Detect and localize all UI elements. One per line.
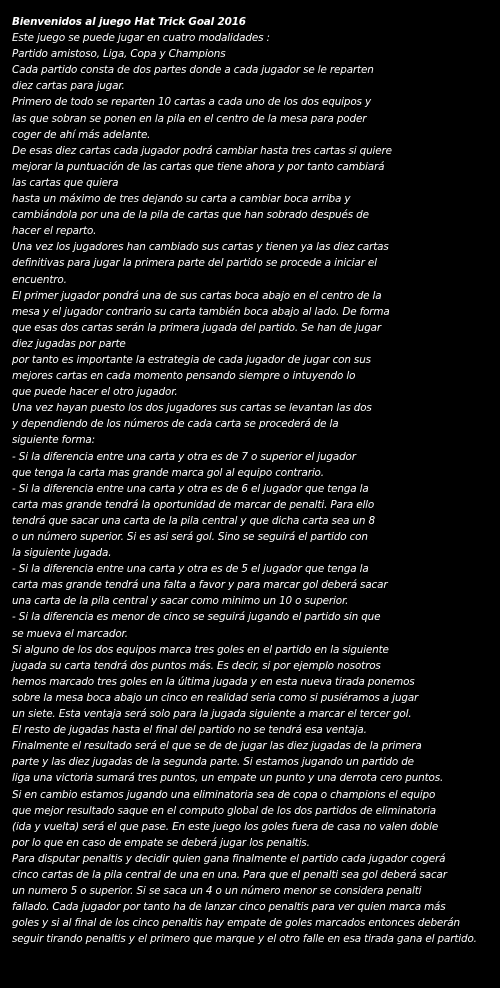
rules-line: - Si la diferencia entre una carta y otra es de 5 el jugador que tenga la: [12, 563, 369, 576]
rules-line: la siguiente jugada.: [12, 547, 112, 560]
rules-line: Cada partido consta de dos partes donde a cada jugador se le reparten: [12, 64, 374, 77]
rules-line: un siete. Esta ventaja será solo para la jugada siguiente a marcar el tercer gol.: [12, 708, 412, 721]
rules-line: seguir tirando penaltis y el primero que marque y el otro falle en esa tirada gana el partido.: [12, 933, 477, 946]
rules-line: Si alguno de los dos equipos marca tres goles en el partido en la siguiente: [12, 643, 389, 656]
rules-line: que esas dos cartas serán la primera jugada del partido. Se han de jugar: [12, 321, 382, 334]
rules-title: Bienvenidos al juego Hat Trick Goal 2016: [12, 16, 246, 28]
rules-line: hacer el reparto.: [12, 225, 97, 238]
rules-line: diez jugadas por parte: [12, 337, 126, 350]
rules-line: coger de ahí más adelante.: [12, 128, 151, 141]
rules-line: - Si la diferencia es menor de cinco se seguirá jugando el partido sin que: [12, 611, 381, 624]
rules-line: El resto de jugadas hasta el final del partido no se tendrá esa ventaja.: [12, 724, 367, 737]
rules-line: Una vez los jugadores han cambiado sus cartas y tienen ya las diez cartas: [12, 241, 389, 254]
rules-line: (ida y vuelta) será el que pase. En este juego los goles fuera de casa no valen doble: [12, 820, 439, 833]
rules-line: encuentro.: [12, 273, 67, 286]
rules-line: por tanto es importante la estrategia de cada jugador de jugar con sus: [12, 353, 371, 366]
rules-line: que puede hacer el otro jugador.: [12, 386, 178, 399]
rules-line: sobre la mesa boca abajo un cinco en realidad seria como si pusiéramos a jugar: [12, 691, 419, 704]
rules-line: De esas diez cartas cada jugador podrá cambiar hasta tres cartas si quiere: [12, 144, 392, 157]
rules-line: cinco cartas de la pila central de una en una. Para que el penalti sea gol deberá sacar: [12, 868, 447, 881]
rules-line: mesa y el jugador contrario su carta también boca abajo al lado. De forma: [12, 305, 390, 318]
rules-line: se mueva el marcador.: [12, 627, 128, 640]
rules-line: Para disputar penaltis y decidir quien gana finalmente el partido cada jugador cogerá: [12, 852, 446, 865]
rules-line: tendrá que sacar una carta de la pila central y que dicha carta sea un 8: [12, 514, 375, 527]
rules-line: cambiándola por una de la pila de cartas que han sobrado después de: [12, 209, 369, 222]
rules-line: Una vez hayan puesto los dos jugadores sus cartas se levantan las dos: [12, 402, 372, 415]
rules-line: que mejor resultado saque en el computo global de los dos partidos de eliminatoria: [12, 804, 436, 817]
rules-line: mejorar la puntuación de las cartas que tiene ahora y por tanto cambiará: [12, 160, 385, 173]
rules-line: siguiente forma:: [12, 434, 95, 447]
rules-line: - Si la diferencia entre una carta y otra es de 7 o superior el jugador: [12, 450, 356, 463]
rules-line: hasta un máximo de tres dejando su carta a cambiar boca arriba y: [12, 193, 351, 206]
rules-line: mejores cartas en cada momento pensando siempre o intuyendo lo: [12, 370, 356, 383]
rules-line: jugada su carta tendrá dos puntos más. Es decir, si por ejemplo nosotros: [12, 659, 381, 672]
rules-line: carta mas grande tendrá una falta a favor y para marcar gol deberá sacar: [12, 579, 388, 592]
rules-line: parte y las diez jugadas de la segunda parte. Si estamos jugando un partido de: [12, 756, 414, 769]
rules-line: Partido amistoso, Liga, Copa y Champions: [12, 48, 226, 61]
rules-line: hemos marcado tres goles en la última jugada y en esta nueva tirada ponemos: [12, 675, 415, 688]
rules-line: una carta de la pila central y sacar como minimo un 10 o superior.: [12, 595, 349, 608]
rules-line: por lo que en caso de empate se deberá jugar los penaltis.: [12, 836, 310, 849]
rules-line: o un número superior. Si es asi será gol. Sino se seguirá el partido con: [12, 531, 368, 543]
rules-line: Si en cambio estamos jugando una eliminatoria sea de copa o champions el equipo: [12, 788, 436, 801]
rules-line: que tenga la carta mas grande marca gol al equipo contrario.: [12, 466, 324, 479]
rules-line: El primer jugador pondrá una de sus cartas boca abajo en el centro de la: [12, 289, 382, 302]
rules-line: fallado. Cada jugador por tanto ha de lanzar cinco penaltis para ver quien marca más: [12, 901, 446, 914]
rules-line: diez cartas para jugar.: [12, 80, 125, 93]
rules-line: Primero de todo se reparten 10 cartas a cada uno de los dos equipos y: [12, 96, 371, 109]
rules-line: liga una victoria sumará tres puntos, un empate un punto y una derrota cero puntos.: [12, 772, 444, 785]
rules-line: las que sobran se ponen en la pila en el centro de la mesa para poder: [12, 112, 367, 125]
rules-line: definitivas para jugar la primera parte del partido se procede a iniciar el: [12, 257, 377, 270]
rules-line: Finalmente el resultado será el que se de de jugar las diez jugadas de la primera: [12, 740, 422, 753]
rules-line: y dependiendo de los números de cada carta se procederá de la: [12, 418, 339, 431]
rules-line: un numero 5 o superior. Si se saca un 4 o un número menor se considera penalti: [12, 885, 422, 898]
rules-line: goles y si al final de los cinco penaltis hay empate de goles marcados entonces deberán: [12, 917, 460, 930]
rules-line: carta mas grande tendrá la oportunidad de marcar de penalti. Para ello: [12, 498, 375, 511]
rules-line: las cartas que quiera: [12, 176, 119, 189]
rules-body: [12, 30, 492, 947]
rules-line: - Si la diferencia entre una carta y otra es de 6 el jugador que tenga la: [12, 482, 369, 495]
rules-line: Este juego se puede jugar en cuatro modalidades :: [12, 32, 270, 45]
